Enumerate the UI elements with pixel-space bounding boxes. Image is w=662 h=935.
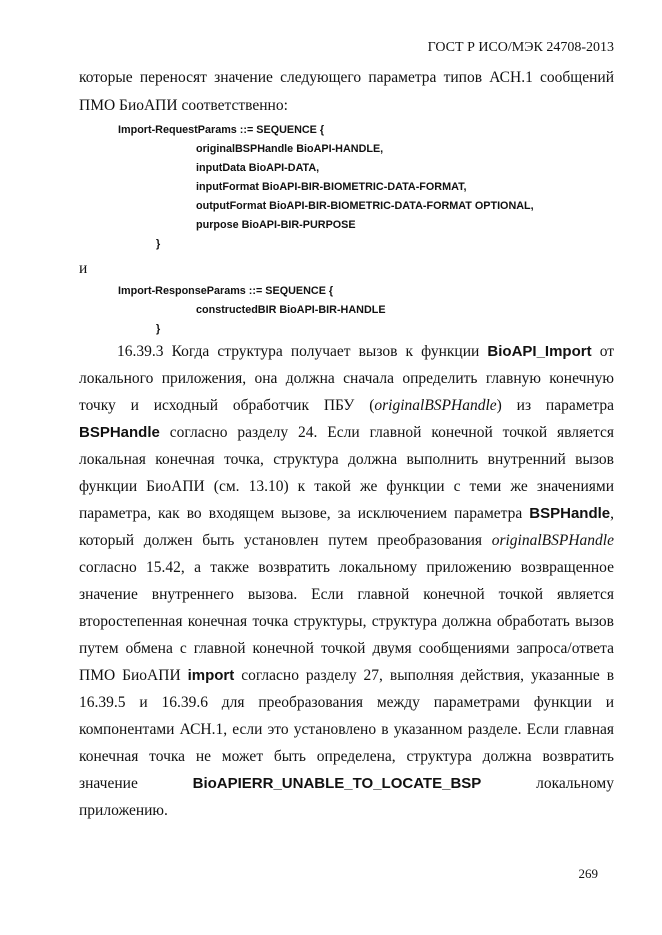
para-line: компонентами АСН.1, если это установлено в указанном разделе. Если главная	[79, 721, 614, 738]
request-params-head: Import-RequestParams ::= SEQUENCE {	[118, 124, 325, 136]
intro-line-2: ПМО БиоАПИ соответственно:	[79, 97, 288, 114]
message-name: import	[187, 667, 235, 684]
intro-line-1: которые переносят значение следующего параметра типов АСН.1 сообщений	[79, 69, 614, 86]
para-line: значение внутреннего вызова. Если главной конечной точкой является	[79, 586, 614, 603]
para-line: конечная точка не может быть определена, структура должна возвратить	[79, 748, 614, 765]
para-line: ПМО БиоАПИ import согласно разделу 27, выполняя действия, указанные в	[79, 667, 615, 684]
para-line: второстепенная конечная точка структуры, структура должна обработать вызов	[79, 613, 614, 630]
request-field: inputData BioAPI-DATA,	[196, 162, 320, 174]
running-header: ГОСТ Р ИСО/МЭК 24708-2013	[427, 40, 614, 55]
response-params-head: Import-ResponseParams ::= SEQUENCE {	[118, 285, 334, 297]
request-field: purpose BioAPI-BIR-PURPOSE	[196, 219, 356, 231]
para-line: точку и исходный обработчик ПБУ (originalBSPHandle) из параметра	[79, 397, 614, 414]
para-line: локальная конечная точка, структура должна выполнить внутренний вызов	[79, 451, 614, 468]
page-number: 269	[578, 866, 598, 881]
response-field: constructedBIR BioAPI-BIR-HANDLE	[196, 304, 386, 316]
para-line: который должен быть установлен путем преобразования originalBSPHandle	[79, 532, 614, 549]
para-line: приложению.	[79, 802, 168, 819]
param-name: BSPHandle	[79, 424, 160, 441]
para-line: 16.39.3 Когда структура получает вызов к функции BioAPI_Import от	[117, 343, 615, 360]
request-field: outputFormat BioAPI-BIR-BIOMETRIC-DATA-FORMAT OPTIONAL,	[196, 200, 534, 212]
request-params-close: }	[156, 238, 161, 250]
para-line: путем обмена с главной конечной точкой двумя сообщениями запроса/ответа	[79, 640, 614, 657]
para-line: значение BioAPIERR_UNABLE_TO_LOCATE_BSP локальному	[79, 775, 614, 792]
param-name: BSPHandle	[529, 505, 611, 522]
response-params-close: }	[156, 323, 161, 335]
para-line: BSPHandle согласно разделу 24. Если главной конечной точкой является	[79, 424, 615, 441]
para-line: локального приложения, она должна сначала определить главную конечную	[79, 370, 614, 387]
para-line: согласно 15.42, а также возвратить локальному приложению возвращенное	[79, 559, 614, 576]
para-line: функции БиоАПИ (см. 13.10) к такой же функции с теми же значениями	[79, 478, 614, 495]
function-name: BioAPI_Import	[487, 343, 592, 360]
para-line: параметра, как во входящем вызове, за исключением параметра BSPHandle,	[79, 505, 614, 522]
request-field: originalBSPHandle BioAPI-HANDLE,	[196, 143, 384, 155]
conjunction: и	[79, 260, 88, 277]
request-field: inputFormat BioAPI-BIR-BIOMETRIC-DATA-FORMAT,	[196, 181, 467, 193]
error-code: BioAPIERR_UNABLE_TO_LOCATE_BSP	[192, 775, 482, 792]
para-line: 16.39.5 и 16.39.6 для преобразования между параметрами функции и	[79, 694, 614, 711]
